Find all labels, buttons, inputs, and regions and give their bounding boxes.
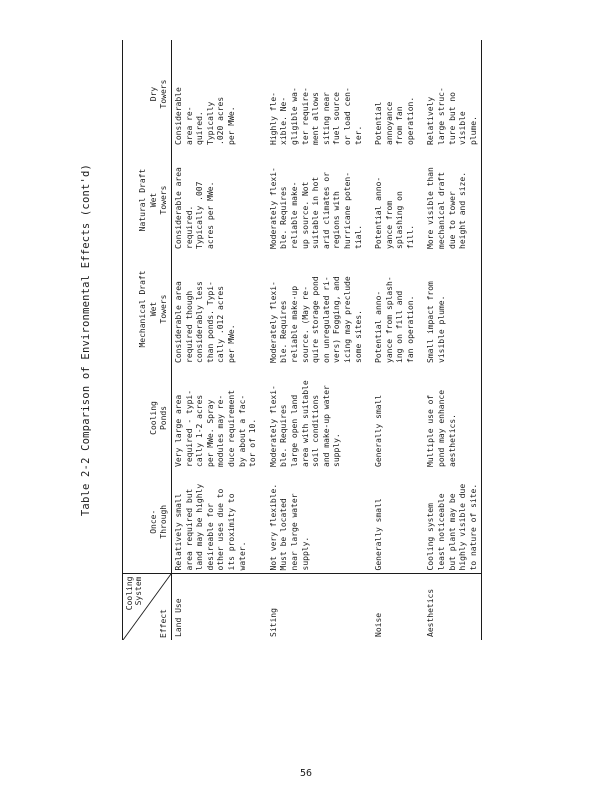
column-header-text: Mechanical Draft Wet Towers <box>138 270 169 348</box>
table-cell: Moderately flexi- ble. Requires large open land area with suitable soil conditions and make-up water supply. <box>268 380 342 467</box>
table-cell: Potential anno- yance from splash- ing on fill and fan operation. <box>374 276 415 363</box>
table-cell: Multiple use of pond may enhance aesthetics. <box>426 389 457 467</box>
table-row-land-use <box>172 40 261 640</box>
comparison-table <box>122 40 482 640</box>
table-cell: Highly fle- xible. Ne- gligible wa- ter require- ment allows siting near fuel source or load cen- ter. <box>268 87 363 145</box>
table-row-aesthetics <box>418 40 481 640</box>
row-effect-label: Land Use <box>172 574 261 640</box>
column-header-mechanical-draft <box>123 252 172 366</box>
page-number: 56 <box>300 768 313 779</box>
column-header-once-through <box>123 470 172 574</box>
table-cell: Not very flexible. Must be located near large water supply. <box>268 483 310 571</box>
table-cell: Considerable area required though considerably less than ponds. Typi- cally .012 acres per MWe. <box>174 281 236 363</box>
header-row <box>123 40 172 640</box>
table-title: Table 2-2 Comparison of Environmental Effects (cont'd) <box>80 163 92 517</box>
table-cell: Relatively small area required but land may be highly desireable for other uses due to its proximity to water. <box>174 483 247 571</box>
table-cell: Generally small <box>374 498 384 571</box>
row-effect-label: Aesthetics <box>418 574 481 640</box>
rotated-table-page <box>80 40 520 640</box>
table-cell: Generally small <box>374 394 384 467</box>
row-effect-label: Noise <box>366 574 418 640</box>
column-header-text: Once- Through <box>148 504 169 539</box>
table-cell: Considerable area required. Typically .007 acres per MWe. <box>174 167 215 249</box>
table-cell: Cooling system least noticeable but plant may be highly visible due to nature of site. <box>426 483 478 571</box>
column-header-text: Natural Draft Wet Towers <box>138 168 169 232</box>
corner-label-cooling-system: Cooling System <box>125 576 143 611</box>
table-cell: Relatively large struc- ture but no visible plume. <box>426 87 478 145</box>
corner-label-effect: Effect <box>159 609 169 638</box>
table-cell: Small impact from visible plume. <box>426 281 447 363</box>
column-header-natural-draft <box>123 148 172 252</box>
column-header-text: Dry Towers <box>148 79 169 109</box>
row-effect-label: Siting <box>261 574 366 640</box>
table-cell: Potential annoyance from fan operation. <box>374 96 415 145</box>
table-row-noise <box>366 40 418 640</box>
table-cell: Moderately flexi- ble. Requires reliable make-up source. (May re- quire storage pond on unregulated ri- vers) Fogging, and icing may preclude some sites. <box>268 276 363 363</box>
column-header-text: Cooling Ponds <box>148 401 169 435</box>
column-header-dry-towers <box>123 40 172 148</box>
table-cell: Very large area required - typi- cally 1-2 acres per MWe. Spray modules may re- duce requirement by about a fac- tor of 10. <box>174 389 258 467</box>
table-row-siting <box>261 40 366 640</box>
table-cell: Considerable area re- quired. Typically .020 acres per MWe. <box>174 87 236 145</box>
table-cell: Potential anno- yance from splashing on fill. <box>374 176 415 249</box>
table-cell: More visible than mechanical draft due to tower height and size. <box>426 167 468 249</box>
header-corner-cell <box>123 574 172 640</box>
column-header-cooling-ponds <box>123 366 172 470</box>
table-cell: Moderately flexi- ble. Requires reliable make- up source. Not suitable in hot arid climates or regions with hurricane poten- tial. <box>268 167 363 249</box>
